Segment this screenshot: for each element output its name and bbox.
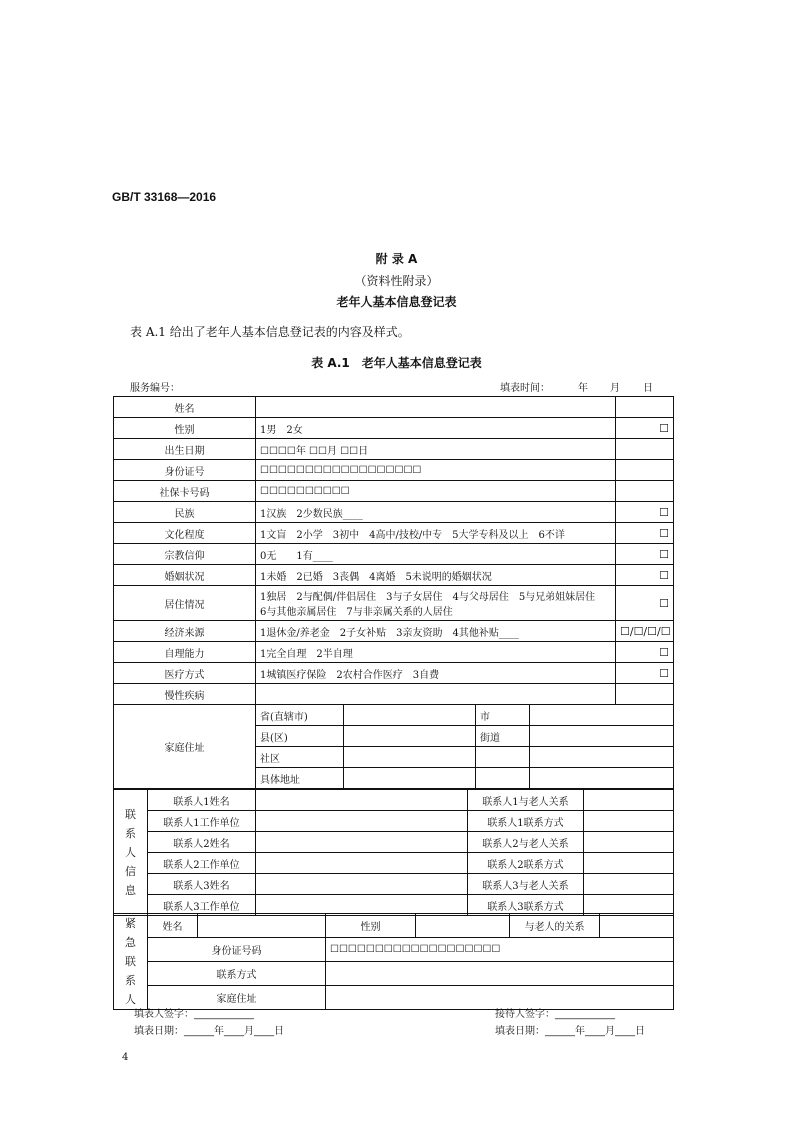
code-box[interactable]: ☐ [616, 586, 674, 621]
emergency-address-label: 家庭住址 [148, 986, 326, 1010]
emergency-id-label: 身份证号码 [148, 938, 326, 962]
row-content[interactable] [256, 397, 616, 418]
form-row [114, 565, 674, 586]
form-row [114, 481, 674, 502]
form-row [114, 642, 674, 663]
community-field[interactable] [344, 747, 476, 768]
detail-address-label: 具体地址 [256, 768, 344, 789]
row-content[interactable]: 1城镇医疗保险 2农村合作医疗 3自费 [256, 663, 616, 684]
standard-number: GB/T 33168—2016 [112, 190, 217, 204]
contact-right-label: 联系人2与老人关系 [468, 832, 584, 853]
emergency-group-char: 急 [125, 936, 136, 949]
receiver-date[interactable]: 填表日期：______年____月____日 [495, 1026, 645, 1037]
code-box[interactable]: ☐ [616, 642, 674, 663]
contact-right-field[interactable] [584, 811, 674, 832]
contact-row [114, 811, 674, 832]
row-label: 民族 [114, 502, 256, 523]
row-label: 婚姻状况 [114, 565, 256, 586]
row-label: 姓名 [114, 397, 256, 418]
address-label: 家庭住址 [114, 705, 256, 789]
contact-right-label: 联系人3联系方式 [468, 895, 584, 916]
service-number-label: 服务编号： [130, 383, 180, 394]
row-label: 社保卡号码 [114, 481, 256, 502]
fill-time-day: 日 [643, 383, 653, 394]
detail-extra [476, 768, 530, 789]
fill-time-label: 填表时间： [500, 383, 550, 394]
emergency-group-char: 系 [125, 974, 136, 987]
contact-left-label: 联系人2姓名 [148, 832, 256, 853]
row-label: 性别 [114, 418, 256, 439]
contacts-group-char: 信 [125, 865, 136, 878]
code-box[interactable] [616, 460, 674, 481]
province-field[interactable] [344, 705, 476, 726]
appendix-type: （资料性附录） [354, 274, 439, 288]
form-row [114, 544, 674, 565]
contacts-table [113, 789, 674, 916]
emergency-gender-label: 性别 [326, 914, 416, 938]
street-label: 街道 [476, 726, 530, 747]
row-label: 文化程度 [114, 523, 256, 544]
code-box[interactable] [616, 397, 674, 418]
row-label: 慢性疾病 [114, 684, 256, 705]
row-label: 经济来源 [114, 621, 256, 642]
contacts-group-label [114, 790, 148, 916]
contact-left-label: 联系人3工作单位 [148, 895, 256, 916]
code-box[interactable]: ☐ [616, 523, 674, 544]
row-label: 宗教信仰 [114, 544, 256, 565]
code-box[interactable]: ☐ [616, 418, 674, 439]
receiver-signature[interactable]: 接待人签字：____________ [495, 1009, 615, 1020]
form-row [114, 397, 674, 418]
row-content[interactable]: 1男 2女 [256, 418, 616, 439]
detail-extra-field [530, 768, 674, 789]
contact-left-field[interactable] [256, 811, 468, 832]
community-extra [476, 747, 530, 768]
filler-date[interactable]: 填表日期：______年____月____日 [134, 1026, 284, 1037]
contact-right-field[interactable] [584, 832, 674, 853]
row-label: 身份证号 [114, 460, 256, 481]
contacts-group-char: 息 [125, 884, 136, 897]
row-content[interactable] [256, 586, 616, 621]
form-row [114, 460, 674, 481]
city-label: 市 [476, 705, 530, 726]
contact-left-field[interactable] [256, 874, 468, 895]
form-row [114, 418, 674, 439]
row-content[interactable]: 0无 1有____ [256, 544, 616, 565]
community-extra-field [530, 747, 674, 768]
row-label: 出生日期 [114, 439, 256, 460]
emergency-group-char: 联 [125, 955, 136, 968]
table-title: 表 A.1 老年人基本信息登记表 [311, 356, 482, 370]
emergency-id-boxes[interactable]: ☐☐☐☐☐☐☐☐☐☐☐☐☐☐☐☐☐☐☐ [326, 938, 674, 962]
code-box[interactable]: ☐ [616, 502, 674, 523]
contact-row [114, 832, 674, 853]
street-field[interactable] [530, 726, 674, 747]
code-box[interactable]: ☐ [616, 565, 674, 586]
contact-right-label: 联系人3与老人关系 [468, 874, 584, 895]
contact-right-label: 联系人1与老人关系 [468, 790, 584, 811]
code-box[interactable]: ☐ [616, 663, 674, 684]
emergency-name-label: 姓名 [148, 914, 198, 938]
row-content-line: 1独居 2与配偶/伴侣居住 3与子女居住 4与父母居住 5与兄弟姐妹居住 [260, 592, 596, 603]
row-content[interactable]: 1退休金/养老金 2子女补贴 3亲友资助 4其他补贴____ [256, 621, 616, 642]
emergency-contact-table [113, 913, 674, 1010]
form-row [114, 586, 674, 621]
contact-row [114, 853, 674, 874]
page-number: 4 [122, 1052, 129, 1063]
contact-right-field[interactable] [584, 853, 674, 874]
emergency-gender-field[interactable] [416, 914, 510, 938]
contact-right-label: 联系人2联系方式 [468, 853, 584, 874]
emergency-group-label [114, 914, 148, 1010]
contact-left-label: 联系人3姓名 [148, 874, 256, 895]
emergency-name-field[interactable] [198, 914, 326, 938]
contact-left-label: 联系人1姓名 [148, 790, 256, 811]
emergency-group-char: 紧 [125, 917, 136, 930]
form-row [114, 663, 674, 684]
intro-paragraph: 表 A.1 给出了老年人基本信息登记表的内容及样式。 [130, 325, 410, 339]
form-row [114, 684, 674, 705]
contact-row [114, 790, 674, 811]
filler-signature[interactable]: 填表人签字：____________ [134, 1009, 254, 1020]
contact-right-field[interactable] [584, 874, 674, 895]
row-content[interactable]: ☐☐☐☐☐☐☐☐☐☐ [256, 481, 616, 502]
contact-left-field[interactable] [256, 790, 468, 811]
code-box[interactable] [616, 439, 674, 460]
row-content[interactable]: 1完全自理 2半自理 [256, 642, 616, 663]
row-content[interactable]: 1文盲 2小学 3初中 4高中/技校/中专 5大学专科及以上 6不详 [256, 523, 616, 544]
detail-address-field[interactable] [344, 768, 476, 789]
contact-right-label: 联系人1联系方式 [468, 811, 584, 832]
form-row [114, 439, 674, 460]
emergency-contact-label: 联系方式 [148, 962, 326, 986]
code-box[interactable] [616, 481, 674, 502]
form-row [114, 621, 674, 642]
contact-left-label: 联系人2工作单位 [148, 853, 256, 874]
row-label: 自理能力 [114, 642, 256, 663]
contact-right-field[interactable] [584, 790, 674, 811]
row-label: 居住情况 [114, 586, 256, 621]
appendix-title: 老年人基本信息登记表 [336, 295, 457, 309]
contact-row [114, 874, 674, 895]
row-content[interactable]: 1未婚 2已婚 3丧偶 4离婚 5未说明的婚姻状况 [256, 565, 616, 586]
form-row [114, 523, 674, 544]
row-label: 医疗方式 [114, 663, 256, 684]
contacts-group-char: 系 [125, 827, 136, 840]
emergency-relation-field[interactable] [600, 914, 674, 938]
emergency-group-char: 人 [125, 993, 136, 1006]
row-content[interactable]: ☐☐☐☐☐☐☐☐☐☐☐☐☐☐☐☐☐☐ [256, 460, 616, 481]
emergency-relation-label: 与老人的关系 [510, 914, 600, 938]
emergency-contact-field[interactable] [326, 962, 674, 986]
community-label: 社区 [256, 747, 344, 768]
row-content[interactable]: 1汉族 2少数民族____ [256, 502, 616, 523]
county-label: 县(区) [256, 726, 344, 747]
code-box[interactable] [616, 684, 674, 705]
code-box[interactable]: ☐/☐/☐/☐ [616, 621, 674, 642]
code-box[interactable]: ☐ [616, 544, 674, 565]
row-content[interactable]: ☐☐☐☐年 ☐☐月 ☐☐日 [256, 439, 616, 460]
row-content-line: 6与其他亲属居住 7与非亲属关系的人居住 [260, 607, 453, 618]
contact-left-field[interactable] [256, 853, 468, 874]
contacts-group-char: 联 [125, 808, 136, 821]
contacts-group-char: 人 [125, 846, 136, 859]
form-row [114, 502, 674, 523]
city-field[interactable] [530, 705, 674, 726]
province-label: 省(直辖市) [256, 705, 344, 726]
contact-left-label: 联系人1工作单位 [148, 811, 256, 832]
contact-left-field[interactable] [256, 832, 468, 853]
fill-time-month: 月 [610, 383, 620, 394]
appendix-label: 附 录 A [375, 252, 418, 266]
row-content[interactable] [256, 684, 616, 705]
fill-time-year: 年 [578, 383, 588, 394]
basic-info-table [113, 396, 674, 789]
county-field[interactable] [344, 726, 476, 747]
